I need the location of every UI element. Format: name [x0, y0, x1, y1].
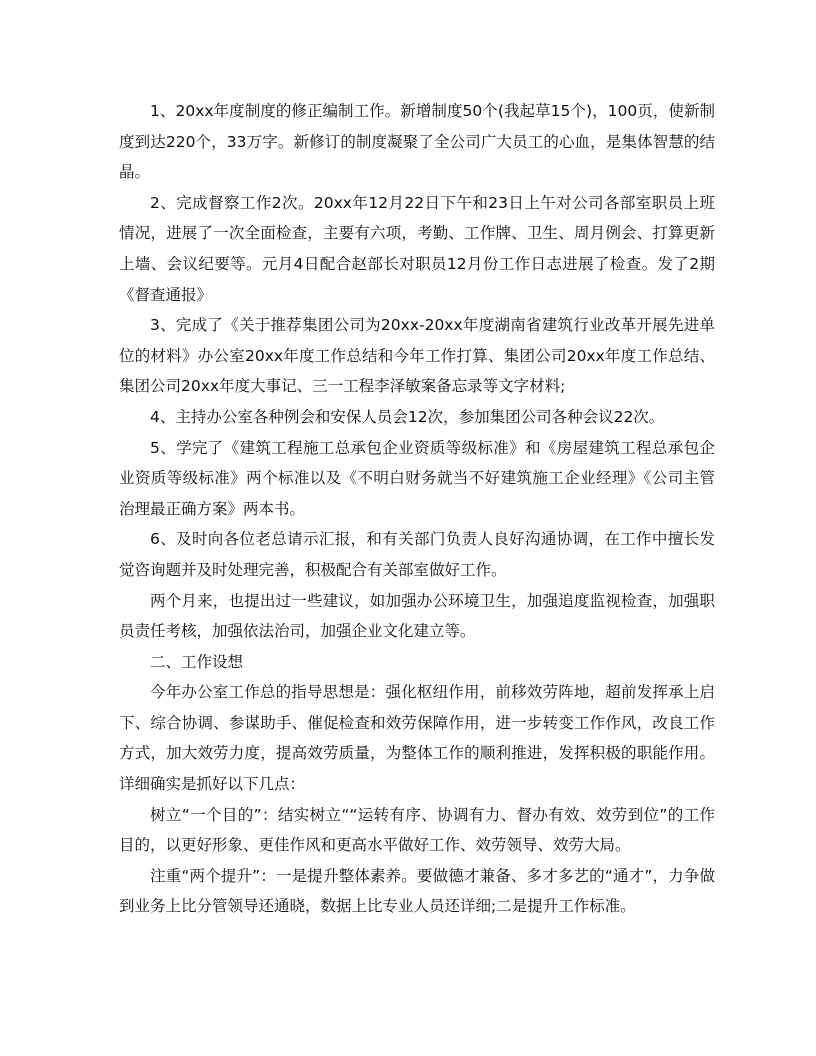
- paragraph-3: 3、完成了《关于推荐集团公司为20xx-20xx年度湖南省建筑行业改革开展先进单位的材料》办公室20xx年度工作总结和今年工作打算、集团公司20xx年度工作总结、集团公司20xx年度大事记、三一工程李泽敏案备忘录等文字材料;: [119, 316, 715, 396]
- paragraph-6: 6、及时向各位老总请示汇报，和有关部门负责人良好沟通协调，在工作中擅长发觉咨询题并及时处理完善，积极配合有关部室做好工作。: [119, 530, 715, 579]
- paragraph-10: 注重“两个提升”：一是提升整体素养。要做德才兼备、多才多艺的“通才”，力争做到业务上比分管领导还通晓，数据上比专业人员还详细;二是提升工作标准。: [119, 866, 715, 916]
- paragraph-4: 4、主持办公室各种例会和安保人员会12次，参加集团公司各种会议22次。: [150, 407, 665, 426]
- paragraph-1: 1、20xx年度制度的修正编制工作。新增制度50个(我起草15个)，100页，使新制度到达220个，33万字。新修订的制度凝聚了全公司广大员工的心血，是集体智慧的结晶。: [119, 102, 715, 182]
- paragraph-7: 两个月来，也提出过一些建议，如加强办公环境卫生，加强追度监视检查，加强职员责任考核，加强依法治司，加强企业文化建立等。: [119, 591, 715, 641]
- paragraph-8: 今年办公室工作总的指导思想是：强化枢纽作用，前移效劳阵地，超前发挥承上启下、综合协调、参谋助手、催促检查和效劳保障作用，进一步转变工作作风，改良工作方式，加大效劳力度，提高效劳质量，为整体工作的顺利推进，发挥积极的职能作用。详细确实是抓好以下几点：: [119, 683, 715, 794]
- paragraph-9: 树立“一个目的”：结实树立““运转有序、协调有力、督办有效、效劳到位”的工作目的，以更好形象、更佳作风和更高水平做好工作、效劳领导、效劳大局。: [119, 805, 715, 855]
- document-body: [119, 96, 715, 922]
- section-heading: 二、工作设想: [150, 652, 244, 671]
- paragraph-2: 2、完成督察工作2次。20xx年12月22日下午和23日上午对公司各部室职员上班情况，进展了一次全面检查，主要有六项，考勤、工作牌、卫生、周月例会、打算更新上墙、会议纪要等。元月4日配合赵部长对职员12月份工作日志进展了检查。发了2期《督查通报》: [119, 193, 715, 304]
- paragraph-5: 5、学完了《建筑工程施工总承包企业资质等级标准》和《房屋建筑工程总承包企业资质等级标准》两个标准以及《不明白财务就当不好建筑施工企业经理》《公司主管治理最正确方案》两本书。: [119, 438, 715, 518]
